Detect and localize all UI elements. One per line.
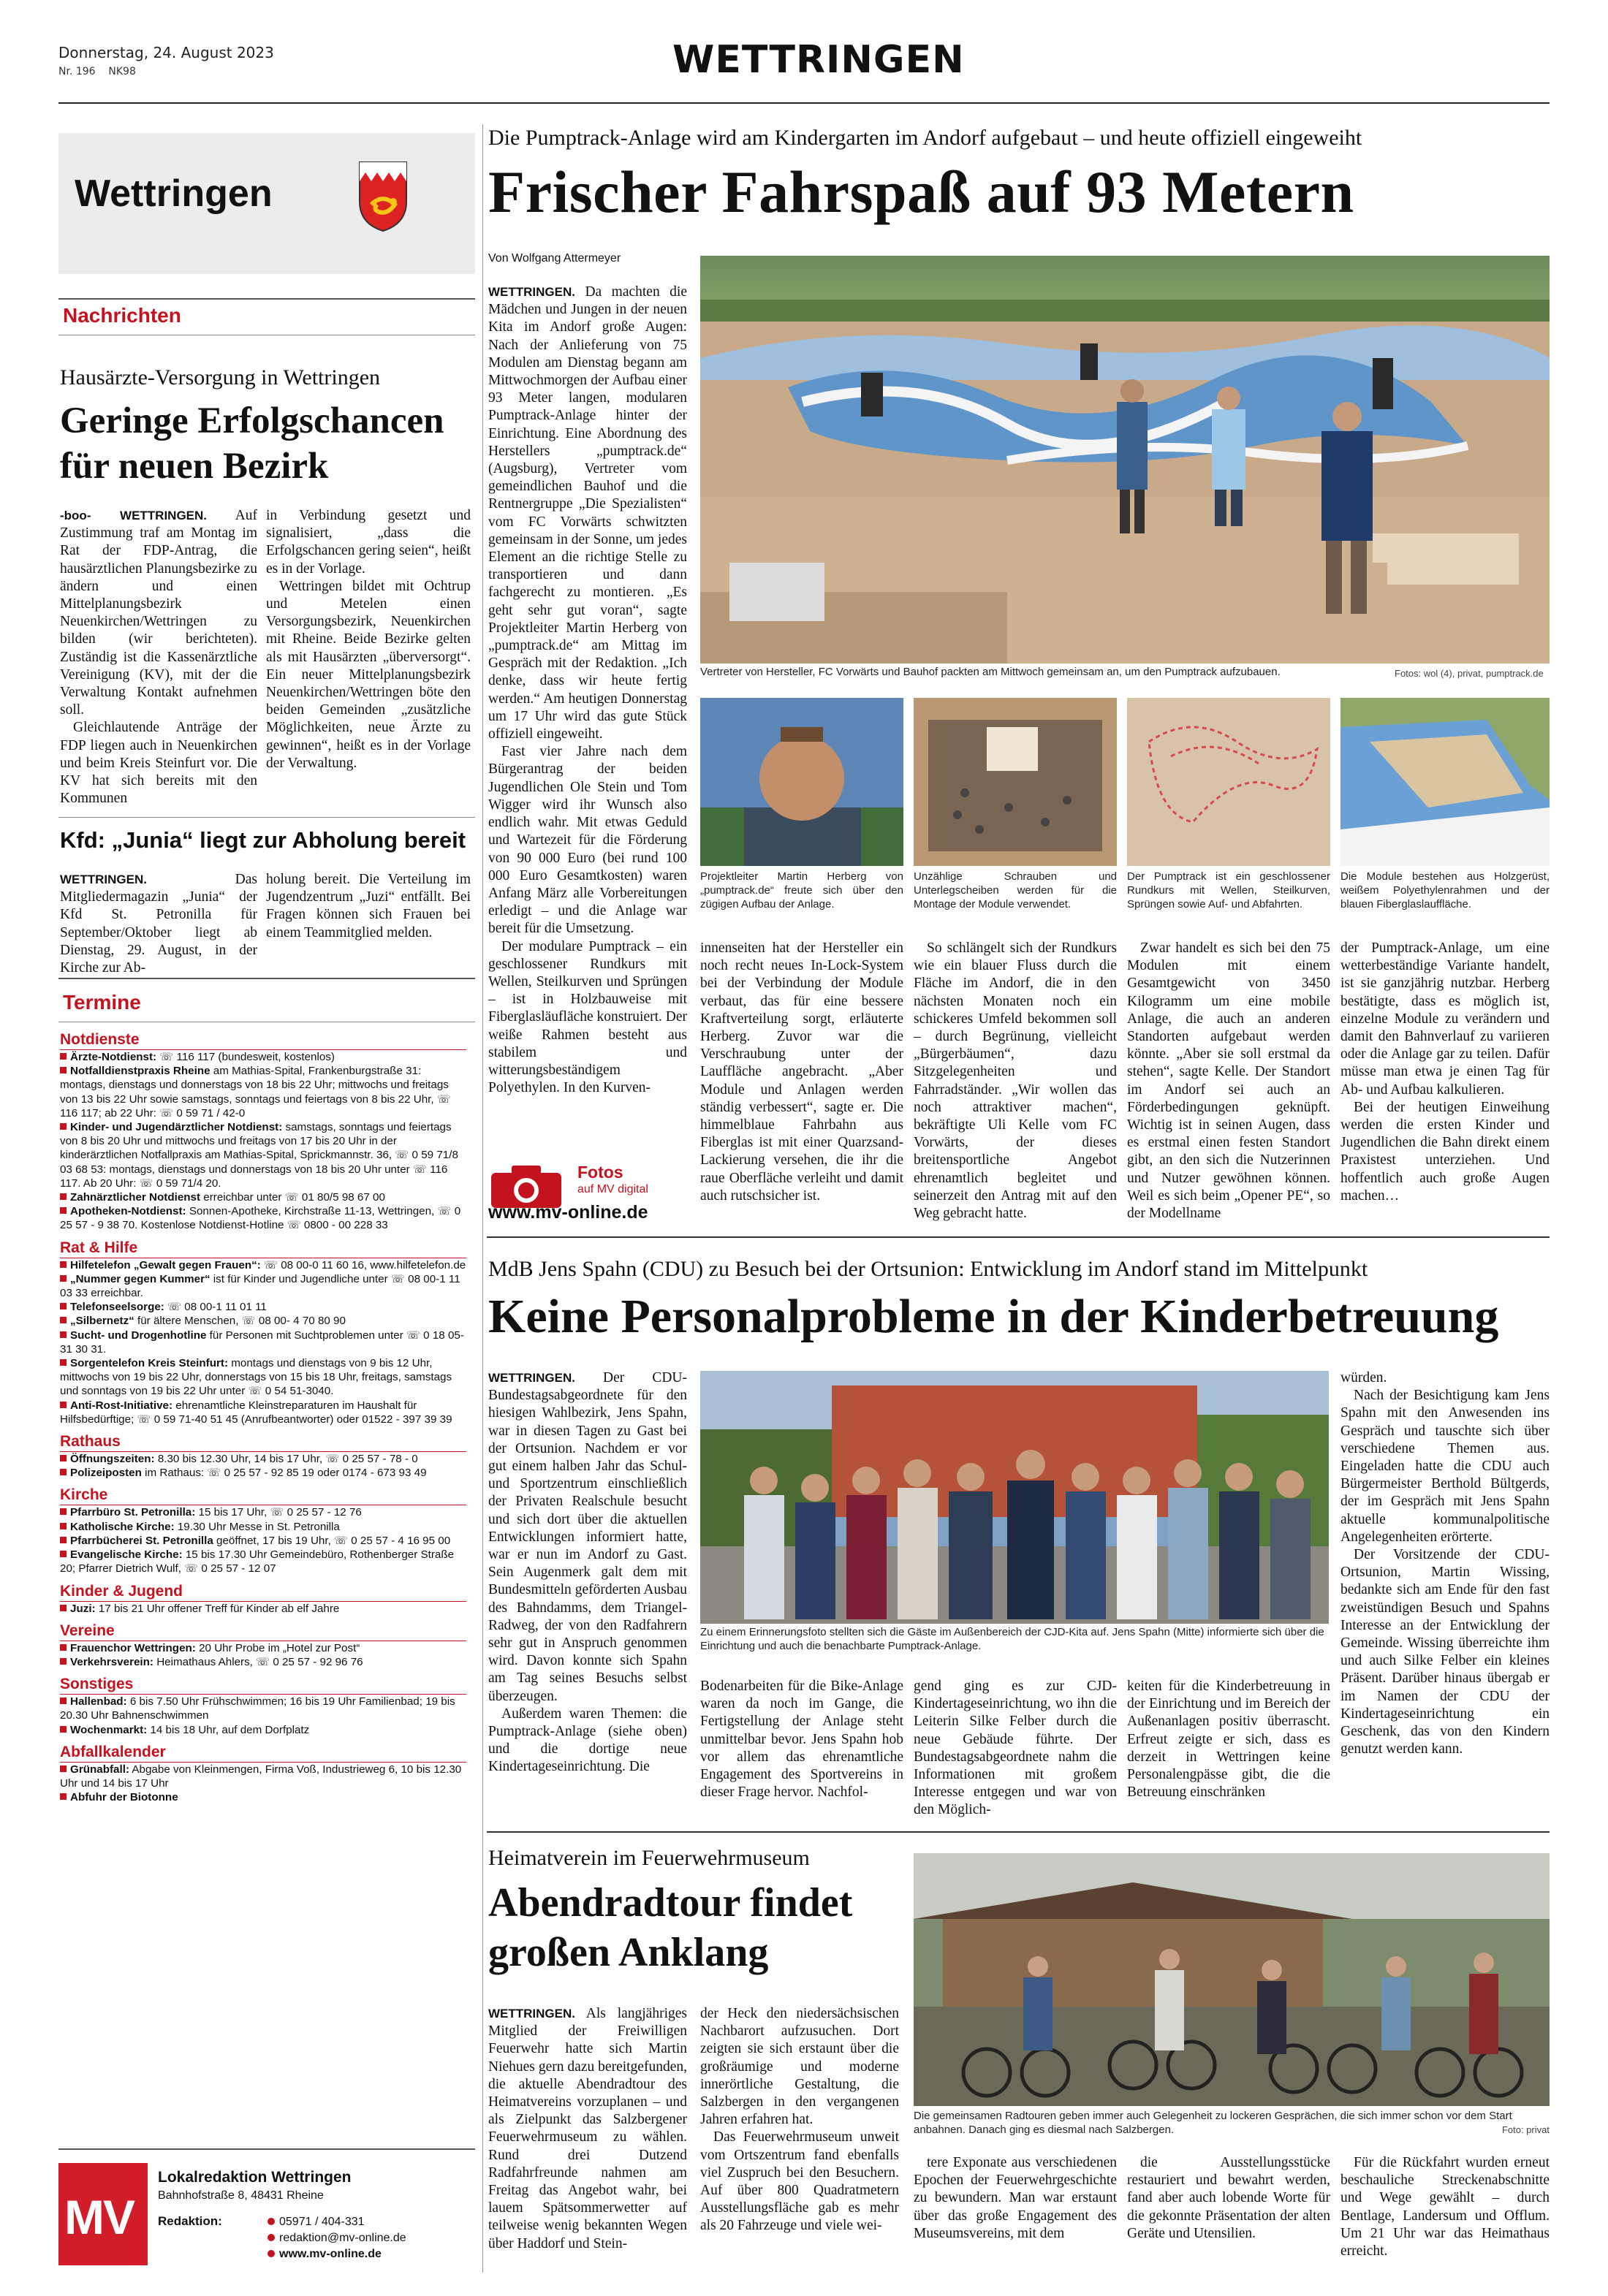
bullet-icon <box>60 1537 67 1543</box>
photo-promo[interactable] <box>487 1158 691 1225</box>
group-photo <box>700 1371 1329 1624</box>
bike-tour-caption: Die gemeinsamen Radtouren geben immer auch Gelegenheit zu lockeren Gesprächen, die sich immer schon vor dem Start anbahnen. Danach ging es diesmal nach Salzbergen. Foto: privat <box>914 2110 1550 2136</box>
service-item: Öffnungszeiten: 8.30 bis 12.30 Uhr, 14 bis 17 Uhr, ☏ 0 25 57 - 78 - 0 <box>60 1452 466 1466</box>
service-item: Hallenbad: 6 bis 7.50 Uhr Frühschwimmen; 16 bis 19 Uhr Familienbad; 19 bis 20.30 Uhr Bahnenschwimmen <box>60 1695 455 1722</box>
article2-col5: würden. Nach der Besichtigung kam Jens Spahn mit den Anwesenden ins Gespräch und tauschte sich über verschiedene Themen aus. Eingeladen hatte die CDU auch Bürgermeister Berthold Bültgerds, der im Gespräch mit Jens Spahn aktuelle kommunalpolitische Angelegenheiten erörterte. Der Vorsitzende der CDU-Ortsunion, Martin Wissing, bedankte sich am Ende für den fast zweistündigen Besuch und Spahns Interesse an der Entwicklung der Gemeinde. Wissing überreichte ihm und auch Silke Felber ein kleines Präsent. Darüber hinaus übergab er im Namen der CDU der Kindertageseinrichtung ein Geschenk, das von den Kindern genutzt werden kann. <box>1340 1370 1550 1757</box>
story1-col1: -boo- WETTRINGEN. Auf Zustimmung traf am Montag im Rat der FDP-Antrag, die hausärztlichen Planungsbezirke zu ändern und einen Mittelplanungsbezirk Neuenkirchen/Wettringen zu bilden (wir berichteten). Zuständig ist die Kassenärztliche Vereinigung (KV), mit der die Verwaltung Kontakt aufnehmen soll. Gleichlautende Anträge der FDP liegen auch in Neuenkirchen und beim Kreis Steinfurt vor. Die KV hat sich bereits mit den Kommunen <box>60 508 257 807</box>
article1-col1: WETTRINGEN. Da machten die Mädchen und Jungen in der neuen Kita im Andorf große Augen: Nach der Anlieferung von 75 Modulen am Dienstag begann am Mittwochmorgen der Aufbau einer 93 Meter langen, modularen Pumptrack-Anlage hinter der Einrichtung. Eine Abordnung des Herstellers „pumptrack.de“ (Augsburg), Vertreter vom gemeindlichen Bauhof und die Rentnergruppe „Die Spezialisten“ vom FC Vorwärts schwitzten gemeinsam in der Sonne, um jedes Element an die richtige Stelle zu transportieren und dann fachgerecht zu montieren. „Es geht sehr gut voran“, sagte Projektleiter Martin Herberg von „pumptrack.de“ am Mittag im Gespräch mit der Redaktion. „Ich denke, dass wir heute fertig werden.“ Am heutigen Donnerstag um 17 Uhr wird das gute Stück offiziell eingeweiht. Fast vier Jahre nach dem Bürgerantrag der beiden Jugendlichen Ole Stein und Tom Wigger wird ihr Wunsch also endlich wahr. Mit etwas Geduld und Wartezeit für die Förderung von 90 000 Euro (bei rund 100 000 Euro Gesamtkosten) waren Anfang März alle Vorbereitungen erledigt – und die Anlage war bereit für die Umsetzung. Der modulare Pumptrack – ein geschlossener Rundkurs mit Wellen, Steilkurven und Sprüngen – ist in Holzbauweise mit Fiberglasläufläche konstruiert. Der weiße Rahmen besteht aus stabilem und witterungsbeständigem Polyethylen. In den Kurven- <box>488 284 688 1096</box>
article3-col3: tere Exponate aus verschiedenen Epochen der Feuerwehrgeschichte zu bewundern. Man war erstaunt über das große Engagement des Museumsvereins, mit dem <box>914 2155 1117 2241</box>
service-item: Telefonseelsorge: ☏ 08 00-1 11 01 11 <box>60 1300 466 1314</box>
issue-number: Nr. 196 NK98 <box>58 66 136 77</box>
service-item: Anti-Rost-Initiative: ehrenamtliche Kleinstreparaturen im Haushalt für Hilfsbedürftige; ☏ 0 59 71-40 51 45 (Anrufbeantworter) oder 01522 - 397 39 39 <box>60 1399 452 1426</box>
bullet-icon <box>60 1508 67 1515</box>
article2-headline: Keine Personalprobleme in der Kinderbetreuung <box>488 1290 1499 1343</box>
service-item: Katholische Kirche: 19.30 Uhr Messe in St. Petronilla <box>60 1520 466 1534</box>
phone-icon <box>268 2218 275 2225</box>
bullet-icon <box>60 1658 67 1665</box>
service-heading: Abfallkalender <box>60 1743 466 1763</box>
story1-kicker: Hausärzte-Versorgung in Wettringen <box>60 365 381 389</box>
footer-address: Bahnhofstraße 8, 48431 Rheine <box>158 2189 324 2202</box>
footer-phone[interactable]: 05971 / 404-331 <box>279 2216 365 2228</box>
article2-col2: Bodenarbeiten für die Bike-Anlage waren da noch im Gange, die Fertigstellung der Anlage steht unmittelbar bevor. Jens Spahn hob vor allem das ehrenamtliche Engagement des Sportvereins in dieser Frage hervor. Nachfol- <box>700 1679 903 1801</box>
rule <box>58 298 475 300</box>
service-item: Evangelische Kirche: 15 bis 17.30 Uhr Gemeindebüro, Rothenberger Straße 20; Pfarrer Dietrich Wulf, ☏ 0 25 57 - 12 07 <box>60 1548 455 1575</box>
article1-headline: Frischer Fahrspaß auf 93 Metern <box>488 159 1354 225</box>
bullet-icon <box>60 1053 67 1060</box>
mv-logo: MV <box>58 2163 148 2265</box>
bullet-icon <box>60 1455 67 1461</box>
rule <box>58 978 475 979</box>
bullet-icon <box>60 1469 67 1475</box>
article2-col4: keiten für die Kinderbetreuung in der Einrichtung und im Bereich der Außenanlagen positiv überrascht. Erfreut zeigte er sich, dass es derzeit in Wettringen keine Personalengpässe gibt, die die Betreuung einschränken <box>1127 1679 1330 1801</box>
header-rule <box>58 102 1550 104</box>
bullet-icon <box>60 1317 67 1323</box>
service-heading: Kirche <box>60 1486 466 1505</box>
service-heading: Vereine <box>60 1622 466 1641</box>
promo-title: Fotos <box>577 1163 623 1182</box>
article1-col2: innenseiten hat der Hersteller ein noch recht neues In-Lock-System bei der Verbindung der Module verbaut, das für eine bessere Kraftverteilung sorgt, erläuterte Herberg. Zuvor war die Verschraubung unter der Lauffläche angebracht. „Aber Module und Anlagen werden ständig verbessert“, sagte er. Die himmelblaue Fahrbahn aus Fiberglas ist mit einer Quarzsand-Lackierung versehen, die ihr die raue Oberfläche verleiht und damit auch rutschsicher ist. <box>700 940 903 1204</box>
service-item: Frauenchor Wettringen: 20 Uhr Probe im „Hotel zur Post“ <box>60 1641 466 1655</box>
section-title: WETTRINGEN <box>672 38 965 82</box>
rule <box>487 1236 1550 1238</box>
main-credit: Fotos: wol (4), privat, pumptrack.de <box>1395 668 1544 679</box>
caption-track: Der Pumptrack ist ein geschlossener Rundkurs mit Wellen, Steilkurven, Sprüngen sowie Auf- und Abfahrten. <box>1127 870 1330 911</box>
footer-web[interactable]: www.mv-online.de <box>279 2248 382 2260</box>
service-item: Hilfetelefon „Gewalt gegen Frauen“: ☏ 08 00-0 11 60 16, www.hilfetelefon.de <box>60 1258 466 1272</box>
article1-byline: Von Wolfgang Attermeyer <box>488 252 621 265</box>
herberg-photo <box>700 698 903 866</box>
service-heading: Sonstiges <box>60 1675 466 1695</box>
module-photo <box>1340 698 1550 866</box>
article2-col1: WETTRINGEN. Der CDU-Bundestagsabgeordnete für den hiesigen Wahlbezirk, Jens Spahn, war in diesen Tagen zu Gast bei der Ortsunion. Nachdem er vor gut einem halben Jahr das Schul- und Sportzentrum einschließlich der Privaten Realschule besucht und sich dort über die aktuellen Entwicklungen informiert hatte, war er nun im Andorf zu Gast. Sein Augenmerk galt dem mit Bundesmitteln geförderten Ausbau des Bahndamms, dem Triangel-Radweg, der von den Radfahrern sehr gut in Anspruch genommen wird. Davon konnte sich Spahn am Tag seines Besuchs selbst überzeugen. Außerdem waren Themen: die Pumptrack-Anlage (siehe oben) und die dortige neue Kindertageseinrichtung. Die <box>488 1370 687 1775</box>
story2-col1: WETTRINGEN. Das Mitgliedermagazin „Junia“ der Kfd St. Petronilla für September/Oktober liegt ab Dienstag, 29. August, in der Kirche zur Ab- <box>60 872 257 976</box>
caption-module: Die Module bestehen aus Holzgerüst, weißem Polyethylenrahmen und der blauen Fiberglaslauffläche. <box>1340 870 1550 911</box>
bullet-icon <box>60 1067 67 1073</box>
article3-col5: Für die Rückfahrt wurden erneut beschauliche Streckenabschnitte und Wege gewählt – durch Bentlage, Landersum und Offlum. Um 21 Uhr war das Heimathaus erreicht. <box>1340 2155 1550 2259</box>
service-item: „Nummer gegen Kummer“ ist für Kinder und Jugendliche unter ☏ 08 00-1 11 03 33 erreichbar. <box>60 1272 460 1300</box>
article1-col4: Zwar handelt es sich bei den 75 Modulen mit einem Gesamtgewicht von 3450 Kilogramm um eine mobile Anlage, die auch an anderen Standorten aufgebaut werden könnte. „Aber sie soll erstmal da stehen“, sagte Kelle. Der Standort im Andorf sei auch an Förderbedingungen geknüpft. Wichtig ist in seinen Augen, dass es erstmal einen festen Standort gibt, an den sich die Nutzerinnen und Nutzer gewöhnen können. Weil es sich beim „Opener PE“, so der Modellname <box>1127 940 1330 1222</box>
footer-label: Redaktion: <box>158 2214 222 2228</box>
termine-label: Termine <box>63 991 141 1014</box>
group-caption: Zu einem Erinnerungsfoto stellten sich die Gäste im Außenbereich der CJD-Kita auf. Jens Spahn (Mitte) informierte sich über die Einrichtung und auch die benachbarte Pumptrack-Anlage. <box>700 1626 1324 1652</box>
service-heading: Kinder & Jugend <box>60 1582 466 1602</box>
service-item: Polizeiposten im Rathaus: ☏ 0 25 57 - 92 85 19 oder 0174 - 673 93 49 <box>60 1466 466 1480</box>
story1-col2: in Verbindung gesetzt und signalisiert, „dass die Erfolgschancen gering seien“, heißt es in der Vorlage. Wettringen bildet mit Ochtrup und Metelen einen Versorgungsbezirk, Neuenkirchen mit Rheine. Beide Bezirke gelten als mit Hausärzten „überversorgt“. Ein neuer Mittelplanungsbezirk Neuenkirchen/Wettringen böte den beiden Gemeinden „zusätzliche Möglichkeiten, neue Ärzte zu gewinnen“, heißt es in der Vorlage der Verwaltung. <box>266 508 471 771</box>
service-item: Juzi: 17 bis 21 Uhr offener Treff für Kinder ab elf Jahre <box>60 1602 466 1616</box>
bullet-icon <box>60 1303 67 1309</box>
town-banner <box>58 133 475 274</box>
bullet-icon <box>60 1523 67 1529</box>
bullet-icon <box>60 1207 67 1214</box>
caption-herberg: Projektleiter Martin Herberg von „pumptrack.de“ freute sich über den zügigen Aufbau der Anlage. <box>700 870 903 911</box>
article3-headline: Abendradtour findet großen Anklang <box>488 1880 853 1975</box>
article3-kicker: Heimatverein im Feuerwehrmuseum <box>488 1846 810 1870</box>
service-item: Pfarrbücherei St. Petronilla geöffnet, 17 bis 19 Uhr, ☏ 0 25 57 - 4 16 95 00 <box>60 1534 466 1548</box>
footer-email[interactable]: redaktion@mv-online.de <box>279 2232 406 2244</box>
bullet-icon <box>60 1193 67 1200</box>
bullet-icon <box>60 1605 67 1611</box>
service-item: Abfuhr der Biotonne <box>60 1790 466 1804</box>
bike-tour-photo <box>914 1853 1550 2106</box>
bullet-icon <box>60 1644 67 1651</box>
service-item: Ärzte-Notdienst: ☏ 116 117 (bundesweit, kostenlos) <box>60 1050 466 1064</box>
bullet-icon <box>60 1261 67 1268</box>
rule <box>487 1831 1550 1833</box>
article3-col1: WETTRINGEN. Als langjähriges Mitglied der Freiwilligen Feuerwehr hatte sich Martin Niehues gern dazu bereitgefunden, die aktuelle Abendradtour des Heimatvereins vorzuplanen – und als Zielpunkt das Salzbergener Feuerwehrmuseum zu wählen. Rund drei Dutzend Radfahrfreunde nahmen am Freitag das Angebot wahr, bei lauem Spätsommerwetter auf teilweise wenig bekannten Wegen über Haddorf und Stein- <box>488 2006 687 2251</box>
promo-url[interactable]: www.mv-online.de <box>488 1202 648 1223</box>
screws-photo <box>914 698 1117 866</box>
service-heading: Rat & Hilfe <box>60 1239 466 1258</box>
bike-tour-credit: Foto: privat <box>1501 2124 1550 2135</box>
promo-sub: auf MV digital <box>577 1183 648 1195</box>
footer-title: Lokalredaktion Wettringen <box>158 2169 352 2186</box>
article1-col5: der Pumptrack-Anlage, um eine wetterbeständige Variante handelt, ist sie ganzjährig nutzbar. Herberg bestätigte, dass es möglich ist, einzelne Module zu verändern und damit den Bahnverlauf zu variieren oder die Anlage gar zu teilen. Dafür müsse man etwa je einen Tag für Ab- und Aufbau kalkulieren. Bei der heutigen Einweihung werden die ersten Kinder und Jugendlichen die Bahn direkt einem Praxistest unterziehen. Und hoffentlich auch große Augen machen… <box>1340 940 1550 1204</box>
footer-contacts <box>268 2214 406 2262</box>
service-item: Sorgentelefon Kreis Steinfurt: montags und dienstags von 9 bis 12 Uhr, mittwochs von 19 bis 22 Uhr, donnerstags von 15 bis 18 Uhr, freitags, samstags und sonntags von 19 bis 22 Uhr unter ☏ 0 54 51-3040. <box>60 1357 452 1398</box>
service-heading: Notdienste <box>60 1030 466 1050</box>
bullet-icon <box>60 1275 67 1282</box>
coat-of-arms-icon <box>358 161 408 232</box>
story2-col2: holung bereit. Die Verteilung im Jugendzentrum „Juzi“ entfällt. Bei Fragen können sich Frauen bei einem Teammitglied melden. <box>266 872 471 940</box>
service-item: Notfalldienstpraxis Rheine am Mathias-Spital, Frankenburgstraße 31: montags, dienstags und donnerstags von 18 bis 22 Uhr; mittwochs und freitags von 13 bis 22 Uhr sowie samstags, sonntags und feiertags von 8 bis 22 Uhr, ☏ 116 117; ab 22 Uhr: ☏ 0 59 71 / 42-0 <box>60 1065 451 1120</box>
town-name: Wettringen <box>75 172 273 215</box>
caption-screws: Unzählige Schrauben und Unterlegscheiben werden für die Montage der Module verwendet. <box>914 870 1117 911</box>
service-listings <box>60 1025 466 2121</box>
service-item: Kinder- und Jugendärztlicher Notdienst: samstags, sonntags und feiertags von 8 bis 20 Uhr und mittwochs und freitags von 17 bis 20 Uhr in der kinderärztlichen Notfallpraxis am Mathias-Spital, Sprickmannstr. 36, ☏ 0 59 71/8 03 68 53: montags, dienstags und donnerstags von 18 bis 20 Uhr unter ☏ 116 117. Ab 20 Uhr: ☏ 0 59 71/4 20. <box>60 1121 458 1190</box>
main-caption: Vertreter von Hersteller, FC Vorwärts und Bauhof packten am Mittwoch gemeinsam an, um den Pumptrack aufzubauen. <box>700 666 1281 678</box>
bullet-icon <box>60 1331 67 1338</box>
service-item: „Silbernetz“ für ältere Menschen, ☏ 08 00- 4 70 80 90 <box>60 1314 466 1328</box>
service-item: Verkehrsverein: Heimathaus Ahlers, ☏ 0 25 57 - 92 96 76 <box>60 1655 466 1669</box>
article1-col3: So schlängelt sich der Rundkurs wie ein blauer Fluss durch die Fläche im Andorf, die in den nächsten Monaten noch ein schickeres Umfeld bekommen soll – durch Begrünung, vielleicht „Bürgerbäumen“, dazu Sitzgelegenheiten und Fahrradständer. „Wir wollen das noch attraktiver machen“, bekräftigte Uli Kelle vom FC Vorwärts, der dieses breitensportliche Angebot ehrenamtlich begleitet und seinerzeit den Antrag mit auf den Weg gebracht hatte. <box>914 940 1117 1222</box>
service-item: Pfarrbüro St. Petronilla: 15 bis 17 Uhr, ☏ 0 25 57 - 12 76 <box>60 1505 466 1519</box>
news-label: Nachrichten <box>63 304 181 327</box>
service-item: Grünabfall: Abgabe von Kleinmengen, Firma Voß, Industrieweg 6, 10 bis 12.30 Uhr und 14 bis 17 Uhr <box>60 1763 462 1790</box>
service-item: Apotheken-Notdienst: Sonnen-Apotheke, Kirchstraße 11-13, Wettringen, ☏ 0 25 57 - 9 38 70. Kostenlose Notdienst-Hotline ☏ 0800 - 00 228 33 <box>60 1205 461 1232</box>
bullet-icon <box>60 1726 67 1733</box>
pumptrack-photo <box>700 256 1550 664</box>
article2-col3: gend ging es zur CJD-Kindertageseinrichtung, wo ihn die Leiterin Silke Felber durch die neue Gebäude führte. Der Bundestagsabgeordnete nahm die Informationen mit großem Interesse entgegen und war von den Möglich- <box>914 1679 1117 1818</box>
article2-kicker: MdB Jens Spahn (CDU) zu Besuch bei der Ortsunion: Entwicklung im Andorf stand im Mittelpunkt <box>488 1257 1368 1281</box>
bullet-icon <box>60 1123 67 1130</box>
bullet-icon <box>60 1402 67 1408</box>
bullet-icon <box>60 1765 67 1772</box>
issue-date: Donnerstag, 24. August 2023 <box>58 44 274 61</box>
bullet-icon <box>60 1551 67 1557</box>
column-divider <box>482 124 483 2273</box>
mail-icon <box>268 2234 275 2241</box>
bullet-icon <box>60 1793 67 1800</box>
article3-col4: die Ausstellungsstücke restauriert und bewahrt werden, fand aber auch lobende Worte für die gekonnte Präsentation der alten Geräte und Utensilien. <box>1127 2155 1330 2241</box>
service-item: Sucht- und Drogenhotline für Personen mit Suchtproblemen unter ☏ 0 18 05-31 30 31. <box>60 1328 464 1356</box>
service-heading: Rathaus <box>60 1432 466 1452</box>
story1-headline: Geringe Erfolgschancen für neuen Bezirk <box>60 400 444 487</box>
article1-kicker: Die Pumptrack-Anlage wird am Kindergarten im Andorf aufgebaut – und heute offiziell eingeweiht <box>488 126 1362 150</box>
rule <box>58 2148 475 2150</box>
story2-headline: Kfd: „Junia“ liegt zur Abholung bereit <box>60 827 466 853</box>
track-aerial-photo <box>1127 698 1330 866</box>
service-item: Wochenmarkt: 14 bis 18 Uhr, auf dem Dorfplatz <box>60 1723 466 1737</box>
article3-col2: der Heck den niedersächsischen Nachbarort aufzusuchen. Dort zeigten sie sich erstaunt über die großräumige und moderne innerörtliche Gestaltung, die Salzbergen in den vergangenen Jahren erfahren hat. Das Feuerwehrmuseum unweit vom Ortszentrum fand ebenfalls viel Zuspruch bei den Besuchern. Auf über 800 Quadratmetern Ausstellungsfläche gab es mehr als 20 Fahrzeuge und viele wei- <box>700 2006 899 2234</box>
rule <box>58 817 475 818</box>
bullet-icon <box>60 1359 67 1366</box>
web-icon <box>268 2250 275 2257</box>
bullet-icon <box>60 1698 67 1704</box>
service-item: Zahnärztlicher Notdienst erreichbar unter ☏ 01 80/5 98 67 00 <box>60 1190 466 1204</box>
